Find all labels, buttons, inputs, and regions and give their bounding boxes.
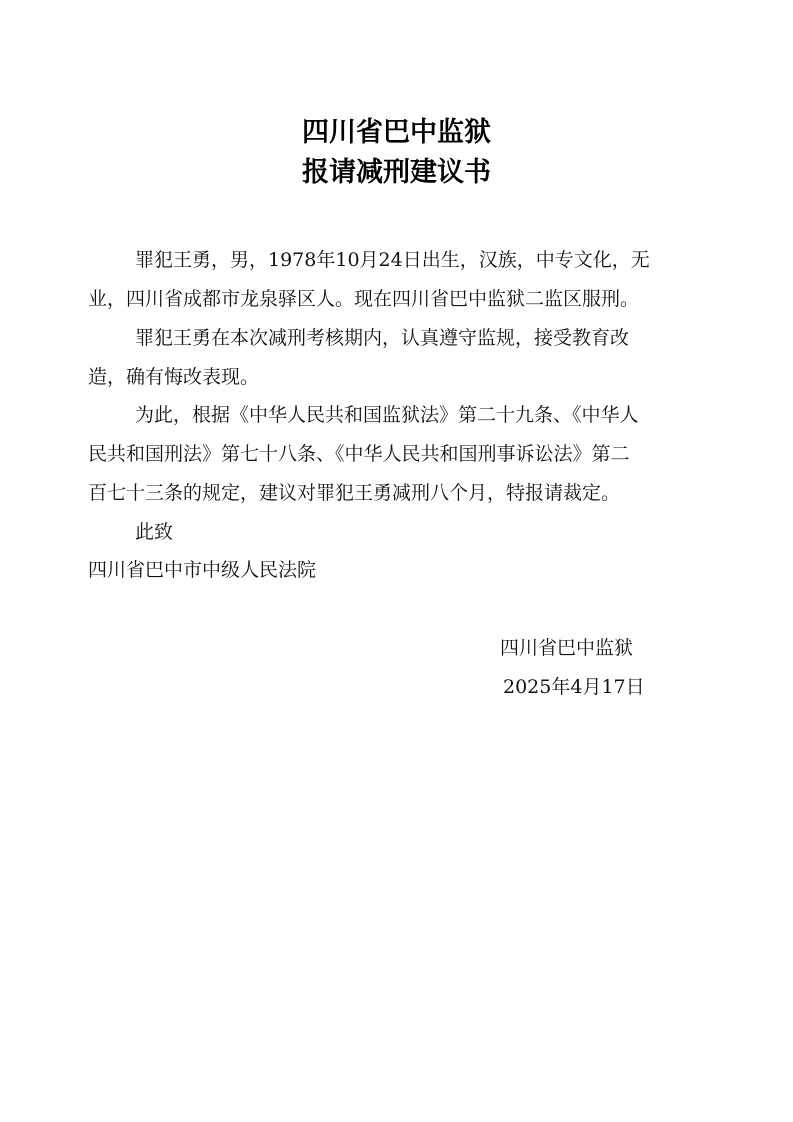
body-line-6: 民共和国刑法》第七十八条、《中华人民共和国刑事诉讼法》第二 [88,443,630,465]
body-line-2: 业，四川省成都市龙泉驿区人。现在四川省巴中监狱二监区服刑。 [88,288,640,310]
document-title-line-2: 报请减刑建议书 [302,157,491,188]
body-line-1: 罪犯王勇，男，1978年10月24日出生，汉族，中专文化，无 [135,249,650,271]
body-line-4: 造，确有悔改表现。 [88,366,260,388]
body-line-3: 罪犯王勇在本次减刑考核期内，认真遵守监规，接受教育改 [135,327,630,349]
salutation-line: 此致 [135,521,174,543]
signature-date: 2025年4月17日 [503,676,645,698]
recipient-line: 四川省巴中市中级人民法院 [88,559,317,581]
document-title-line-1: 四川省巴中监狱 [302,117,491,148]
signature-organization: 四川省巴中监狱 [500,637,634,659]
body-line-5: 为此，根据《中华人民共和国监狱法》第二十九条、《中华人 [135,404,639,426]
body-line-7: 百七十三条的规定，建议对罪犯王勇减刑八个月，特报请裁定。 [88,482,621,504]
